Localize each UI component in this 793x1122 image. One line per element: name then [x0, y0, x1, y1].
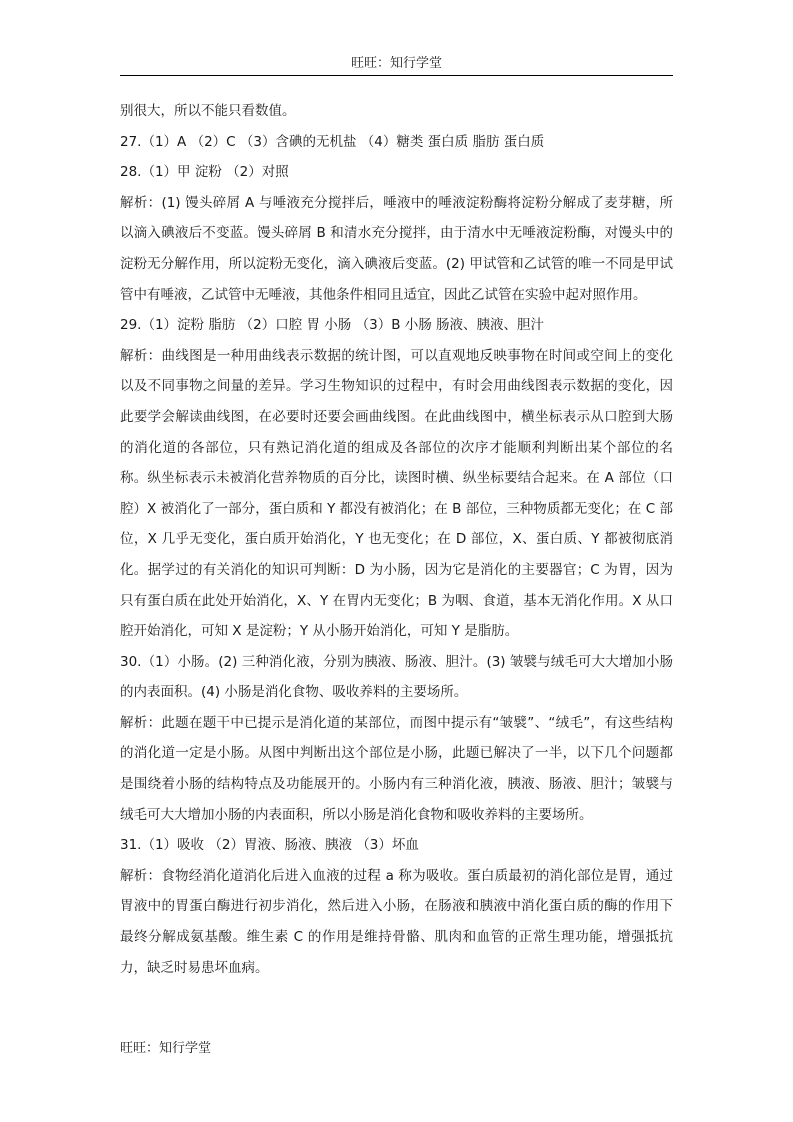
paragraph-continuation: 别很大，所以不能只看数值。: [120, 103, 296, 119]
page-footer: 旺旺：知行学堂: [120, 1041, 212, 1056]
analysis-31: 解析：食物经消化道消化后进入血液的过程 a 称为吸收。蛋白质最初的消化部位是胃，通过胃液中的胃蛋白酶进行初步消化，然后进入小肠，在肠液和胰液中消化蛋白质的酶的作用下最终分解成氨基酸。维生素 C 的作用是维持骨骼、肌肉和血管的正常生理功能，增强抵抗力，缺乏时易患坏血病。: [120, 867, 673, 976]
document-body: [120, 96, 673, 983]
header-divider: [120, 75, 673, 76]
answer-30: 30.（1）小肠。(2) 三种消化液，分别为胰液、肠液、胆汁。(3) 皱襞与绒毛可大大增加小肠的内表面积。(4) 小肠是消化食物、吸收养料的主要场所。: [120, 653, 673, 701]
answer-31: 31.（1）吸收 （2）胃液、肠液、胰液 （3）坏血: [120, 837, 419, 854]
answer-28: 28.（1）甲 淀粉 （2）对照: [120, 164, 289, 181]
answer-29: 29.（1）淀粉 脂肪 （2）口腔 胃 小肠 （3）B 小肠 肠液、胰液、胆汁: [120, 317, 545, 334]
analysis-29: 解析：曲线图是一种用曲线表示数据的统计图，可以直观地反映事物在时间或空间上的变化以及不同事物之间量的差异。学习生物知识的过程中，有时会用曲线图表示数据的变化，因此要学会解读曲线图，在必要时还要会画曲线图。在此曲线图中，横坐标表示从口腔到大肠的消化道的各部位，只有熟记消化道的组成及各部位的次序才能顺利判断出某个部位的名称。纵坐标表示未被消化营养物质的百分比，读图时横、纵坐标要结合起来。在 A 部位（口腔）X 被消化了一部分，蛋白质和 Y 都没有被消化；在 B 部位，三种物质都无变化；在 C 部位，X 几乎无变化，蛋白质开始消化，Y 也无变化；在 D 部位，X、蛋白质、Y 都被彻底消化。据学过的有关消化的知识可判断：D 为小肠，因为它是消化的主要器官；C 为胃，因为只有蛋白质在此处开始消化，X、Y 在胃内无变化；B 为咽、食道，基本无消化作用。X 从口腔开始消化，可知 X 是淀粉；Y 从小肠开始消化，可知 Y 是脂肪。: [120, 347, 673, 640]
analysis-30: 解析：此题在题干中已提示是消化道的某部位，而图中提示有“皱襞”、“绒毛”，有这些结构的消化道一定是小肠。从图中判断出这个部位是小肠，此题已解决了一半，以下几个问题都是围绕着小肠的结构特点及功能展开的。小肠内有三种消化液，胰液、肠液、胆汁；皱襞与绒毛可大大增加小肠的内表面积，所以小肠是消化食物和吸收养料的主要场所。: [120, 714, 673, 823]
analysis-28: 解析：(1) 馒头碎屑 A 与唾液充分搅拌后，唾液中的唾液淀粉酶将淀粉分解成了麦芽糖，所以滴入碘液后不变蓝。馒头碎屑 B 和清水充分搅拌，由于清水中无唾液淀粉酶，对馒头中的淀粉无分解作用，所以淀粉无变化，滴入碘液后变蓝。(2) 甲试管和乙试管的唯一不同是甲试管中有唾液，乙试管中无唾液，其他条件相同且适宜，因此乙试管在实验中起对照作用。: [120, 194, 673, 303]
page-header: 旺旺：知行学堂: [350, 56, 442, 71]
answer-27: 27.（1）A （2）C （3）含碘的无机盐 （4）糖类 蛋白质 脂肪 蛋白质: [120, 133, 545, 150]
